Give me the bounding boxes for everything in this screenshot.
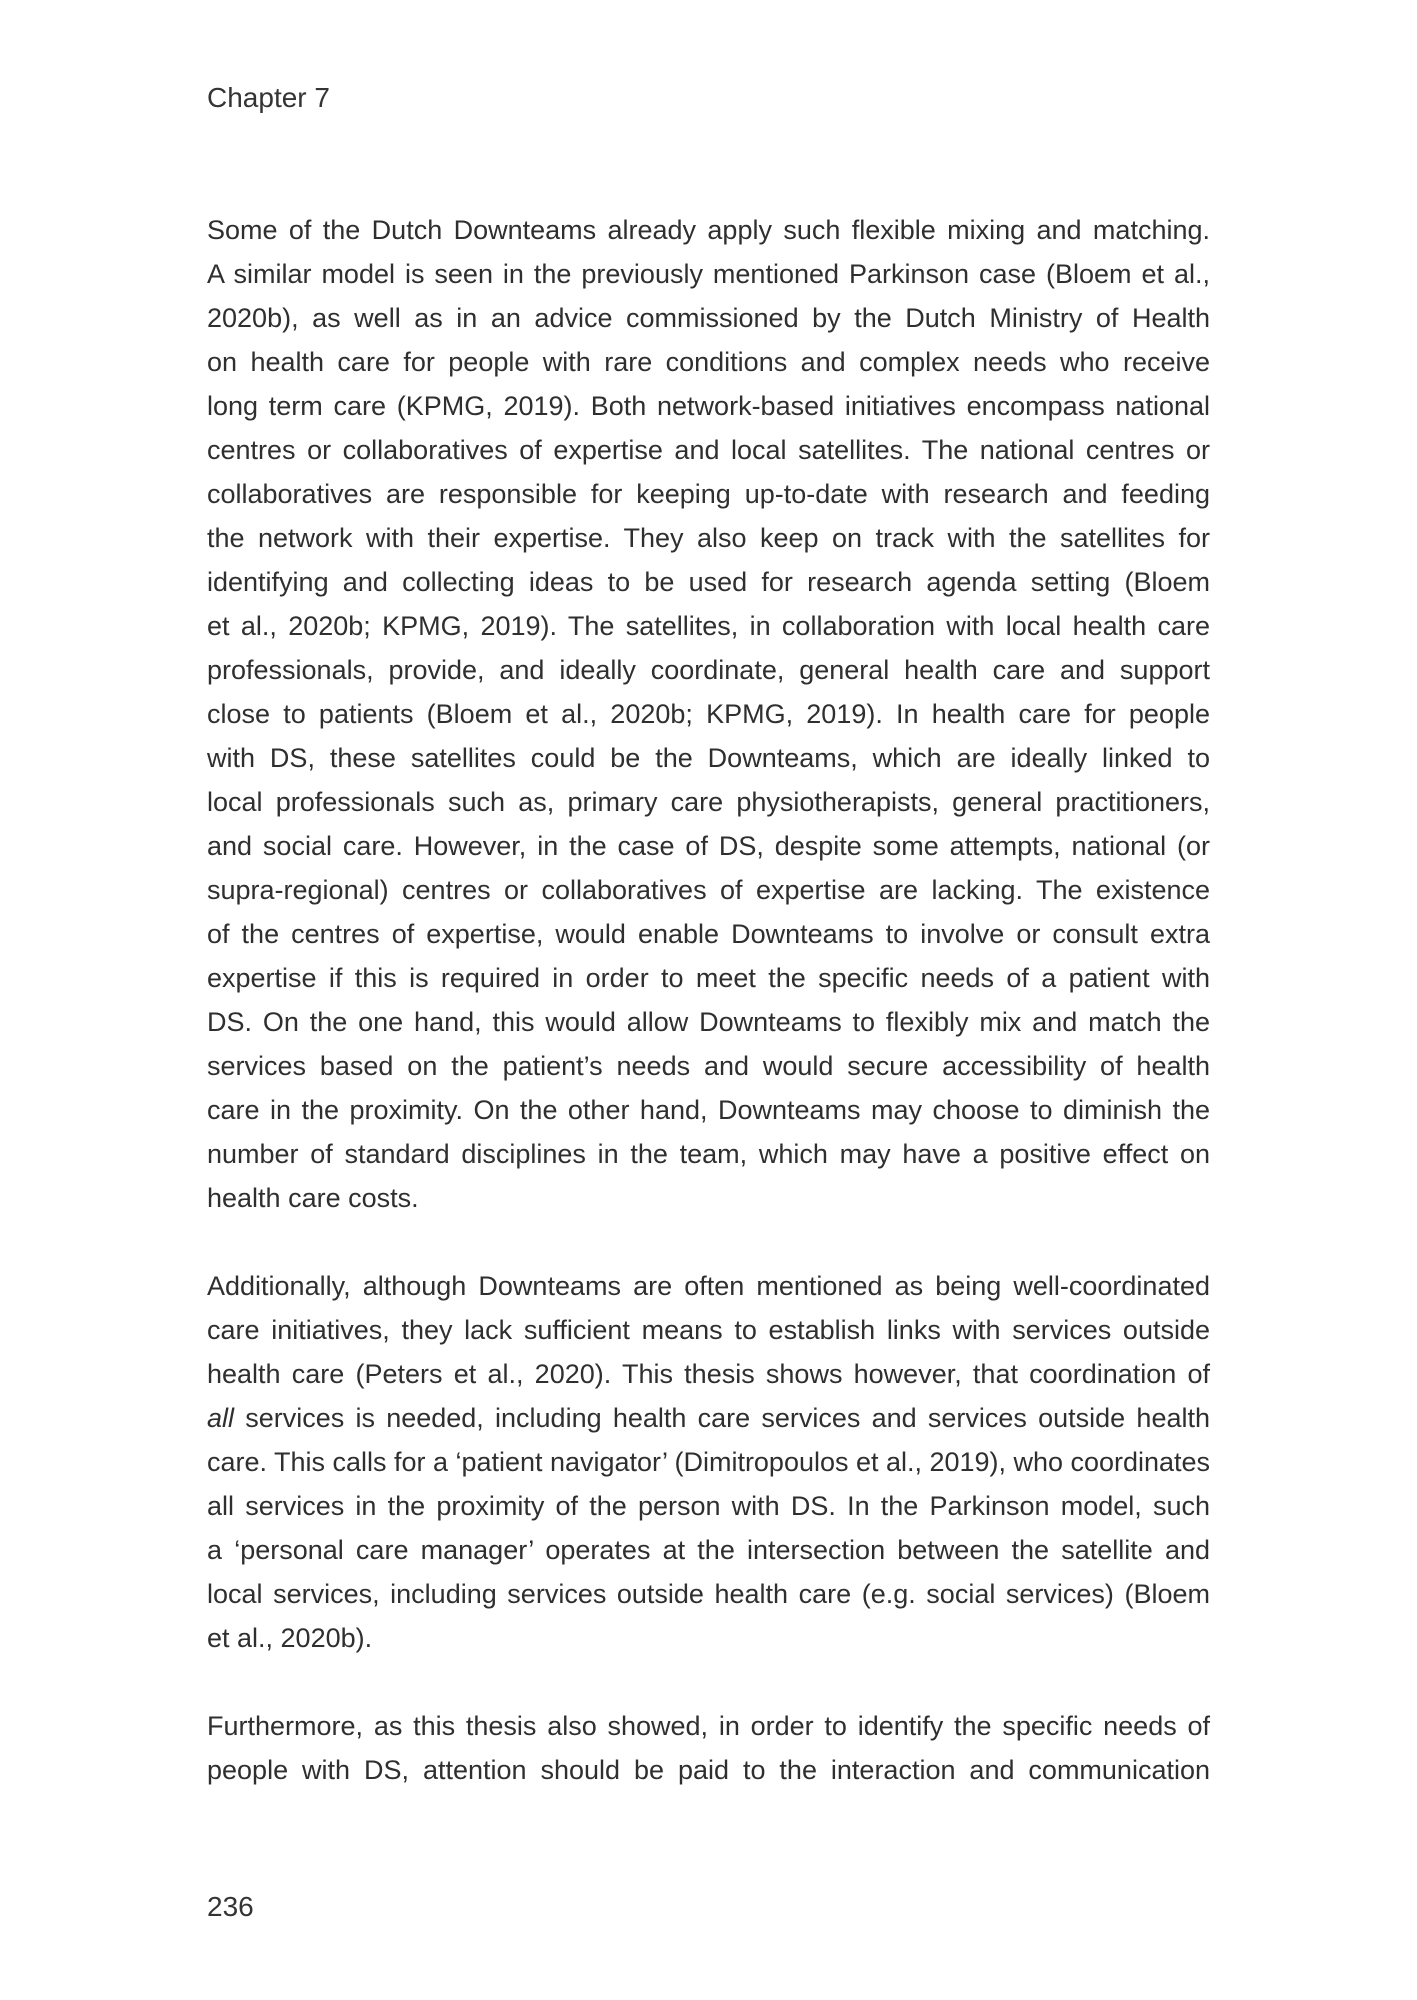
text-line: 2020b), as well as in an advice commissioned by the Dutch Ministry of Health bbox=[207, 303, 1210, 333]
text-line: all services is needed, including health care services and services outside health bbox=[207, 1403, 1210, 1433]
text-line: centres or collaboratives of expertise and local satellites. The national centres or bbox=[207, 435, 1210, 465]
text-line: close to patients (Bloem et al., 2020b; KPMG, 2019). In health care for people bbox=[207, 699, 1210, 729]
paragraph bbox=[207, 1704, 1210, 1792]
paragraph bbox=[207, 1264, 1210, 1660]
text-block bbox=[207, 208, 1210, 1792]
text-line: DS. On the one hand, this would allow Downteams to flexibly mix and match the bbox=[207, 1007, 1210, 1037]
running-header: Chapter 7 bbox=[207, 82, 330, 113]
text-line: Additionally, although Downteams are often mentioned as being well-coordinated bbox=[207, 1271, 1210, 1301]
text-line: the network with their expertise. They also keep on track with the satellites for bbox=[207, 523, 1210, 553]
text-line: local professionals such as, primary care physiotherapists, general practitioners, bbox=[207, 787, 1210, 817]
paragraph bbox=[207, 208, 1210, 1220]
text-line: people with DS, attention should be paid to the interaction and communication bbox=[207, 1755, 1210, 1785]
text-line: health care costs. bbox=[207, 1183, 419, 1213]
text-line: et al., 2020b; KPMG, 2019). The satellites, in collaboration with local health care bbox=[207, 611, 1210, 641]
text-line: care in the proximity. On the other hand, Downteams may choose to diminish the bbox=[207, 1095, 1210, 1125]
text-line: expertise if this is required in order to meet the specific needs of a patient with bbox=[207, 963, 1210, 993]
text-line: care initiatives, they lack sufficient means to establish links with services outside bbox=[207, 1315, 1210, 1345]
text-line: health care (Peters et al., 2020). This thesis shows however, that coordination of bbox=[207, 1359, 1210, 1389]
text-line: all services in the proximity of the person with DS. In the Parkinson model, such bbox=[207, 1491, 1210, 1521]
text-line: on health care for people with rare conditions and complex needs who receive bbox=[207, 347, 1210, 377]
text-line: long term care (KPMG, 2019). Both network-based initiatives encompass national bbox=[207, 391, 1210, 421]
text-line: with DS, these satellites could be the Downteams, which are ideally linked to bbox=[207, 743, 1210, 773]
text-line: supra-regional) centres or collaboratives of expertise are lacking. The existence bbox=[207, 875, 1210, 905]
text-line: of the centres of expertise, would enable Downteams to involve or consult extra bbox=[207, 919, 1210, 949]
page-number: 236 bbox=[207, 1891, 254, 1922]
text-line: a ‘personal care manager’ operates at the intersection between the satellite and bbox=[207, 1535, 1210, 1565]
text-line: care. This calls for a ‘patient navigator’ (Dimitropoulos et al., 2019), who coordinates bbox=[207, 1447, 1210, 1477]
text-line: collaboratives are responsible for keeping up-to-date with research and feeding bbox=[207, 479, 1210, 509]
text-line: and social care. However, in the case of DS, despite some attempts, national (or bbox=[207, 831, 1210, 861]
text-line: Some of the Dutch Downteams already apply such flexible mixing and matching. bbox=[207, 215, 1210, 245]
text-line: Furthermore, as this thesis also showed, in order to identify the specific needs of bbox=[207, 1711, 1210, 1741]
text-line: local services, including services outside health care (e.g. social services) (Bloem bbox=[207, 1579, 1210, 1609]
text-line: A similar model is seen in the previously mentioned Parkinson case (Bloem et al., bbox=[207, 259, 1210, 289]
text-line: professionals, provide, and ideally coordinate, general health care and support bbox=[207, 655, 1210, 685]
text-line: identifying and collecting ideas to be used for research agenda setting (Bloem bbox=[207, 567, 1210, 597]
text-line: number of standard disciplines in the team, which may have a positive effect on bbox=[207, 1139, 1210, 1169]
text-line: et al., 2020b). bbox=[207, 1623, 373, 1653]
text-line: services based on the patient’s needs and would secure accessibility of health bbox=[207, 1051, 1210, 1081]
